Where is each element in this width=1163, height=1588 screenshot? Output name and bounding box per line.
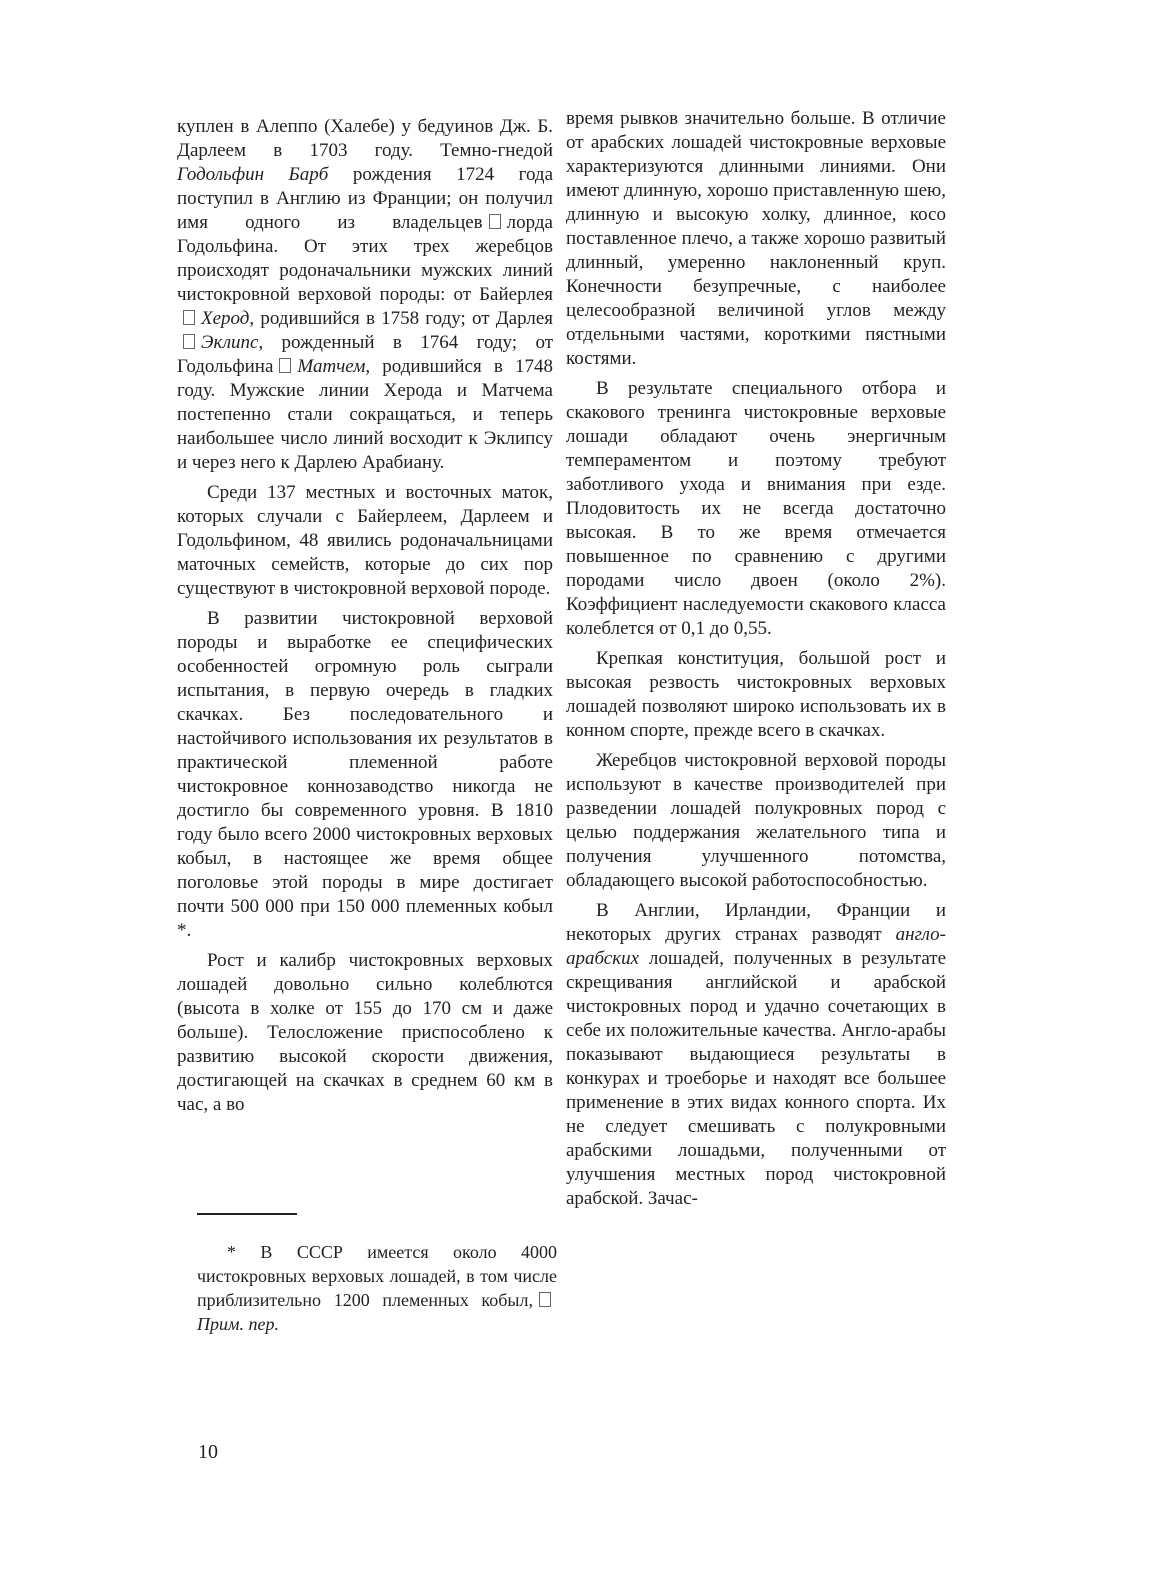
page-number: 10 <box>198 1441 218 1463</box>
breed-name: англо-арабских <box>566 924 946 969</box>
paragraph-2: Среди 137 местных и восточных маток, которых случали с Байерлеем, Дарлеем и Годольфином, 48 явились родоначальницами маточных семейств, которые до сих пор существуют в чистокровной верховой породе. <box>177 482 553 599</box>
horse-name: Матчем <box>297 356 366 377</box>
right-column <box>566 107 946 1211</box>
paragraph-3: В развитии чистокровной верховой породы и выработке ее специфических особенностей огромную роль сыграли испытания, в первую очередь в гладких скачках. Без последовательного и настойчивого использования их результатов в практической племенной работе чистокровное коннозаводство никогда не достигло бы современного уровня. В 1810 году было всего 2000 чистокровных верховых кобыл, в настоящее же время общее поголовье этой породы в мире достигает почти 500 000 при 150 000 племенных кобыл *. <box>177 608 553 941</box>
footnote-divider <box>197 1213 297 1215</box>
paragraph-4: Жеребцов чистокровной верховой породы используют в качестве производителей при разведении лошадей полукровных пород с целью поддержания желательного типа и получения улучшенного потомства, обладающего высокой работоспособностью. <box>566 750 946 891</box>
dash-placeholder-glyph <box>279 358 291 373</box>
dash-placeholder-glyph <box>489 214 501 229</box>
left-column <box>177 115 553 1117</box>
paragraph-2: В результате специального отбора и скакового тренинга чистокровные верховые лошади обладают очень энергичным темпераментом и поэтому требуют заботливого ухода и внимания при езде. Плодовитость их не всегда достаточно высокая. В то же время отмечается повышенное по сравнению с другими породами число двоен (около 2%). Коэффициент наследуемости скакового класса колеблется от 0,1 до 0,55. <box>566 378 946 639</box>
dash-placeholder-glyph <box>183 334 195 349</box>
paragraph-4: Рост и калибр чистокровных верховых лошадей довольно сильно колеблются (высота в холке от 155 до 170 см и даже больше). Телосложение приспособлено к развитию высокой скорости движения, достигающей на скачках в среднем 60 км в час, а во <box>177 950 553 1115</box>
paragraph-3: Крепкая конституция, большой рост и высокая резвость чистокровных верховых лошадей позволяют широко использовать их в конном спорте, прежде всего в скачках. <box>566 648 946 741</box>
footnote: * В СССР имеется около 4000 чистокровных верховых лошадей, в том числе приблизительно 1200 племенных кобыл,Прим. пер. <box>197 1242 557 1334</box>
paragraph-1: время рывков значительно больше. В отличие от арабских лошадей чистокровные верховые характеризуются длинными линиями. Они имеют длинную, хорошо приставленную шею, длинную и высокую холку, длинное, косо поставленное плечо, а также хорошо развитый длинный, умеренно наклоненный круп. Конечности безупречные, с наиболее целесообразной величиной углов между отдельными частями, короткими пястными костями. <box>566 108 946 369</box>
horse-name: Годольфин Барб <box>177 164 329 185</box>
paragraph-5: В Англии, Ирландии, Франции и некоторых других странах разводят англо-арабских лошадей, полученных в результате скрещивания английской и арабской чистокровных пород и удачно сочетающих в себе их положительные качества. Англо-арабы показывают выдающиеся результаты в конкурах и троеборье и находят все большее применение в этих видах конного спорта. Их не следует смешивать с полукровными арабскими лошадьми, полученными от улучшения местных пород чистокровной арабской. Зачас- <box>566 900 946 1209</box>
footnote-note: Прим. пер. <box>197 1314 279 1334</box>
dash-placeholder-glyph <box>183 310 195 325</box>
dash-placeholder-glyph <box>539 1292 551 1307</box>
paragraph-1: куплен в Алеппо (Халебе) у бедуинов Дж. Б. Дарлеем в 1703 году. Темно-гнедой Годольфин Барб рождения 1724 года поступил в Англию из Франции; он получил имя одного из владельцев лорда Годольфина. От этих трех жеребцов происходят родоначальники мужских линий чистокровной верховой породы: от БайерлеяХерод, родившийся в 1758 году; от ДарлеяЭклипс, рожденный в 1764 году; от Годольфина Матчем, родившийся в 1748 году. Мужские линии Херода и Матчема постепенно стали сокращаться, и теперь наибольшее число линий восходит к Эклипсу и через него к Дарлею Арабиану. <box>177 116 554 473</box>
horse-name: Эклипс <box>201 332 259 353</box>
horse-name: Херод <box>201 308 250 329</box>
